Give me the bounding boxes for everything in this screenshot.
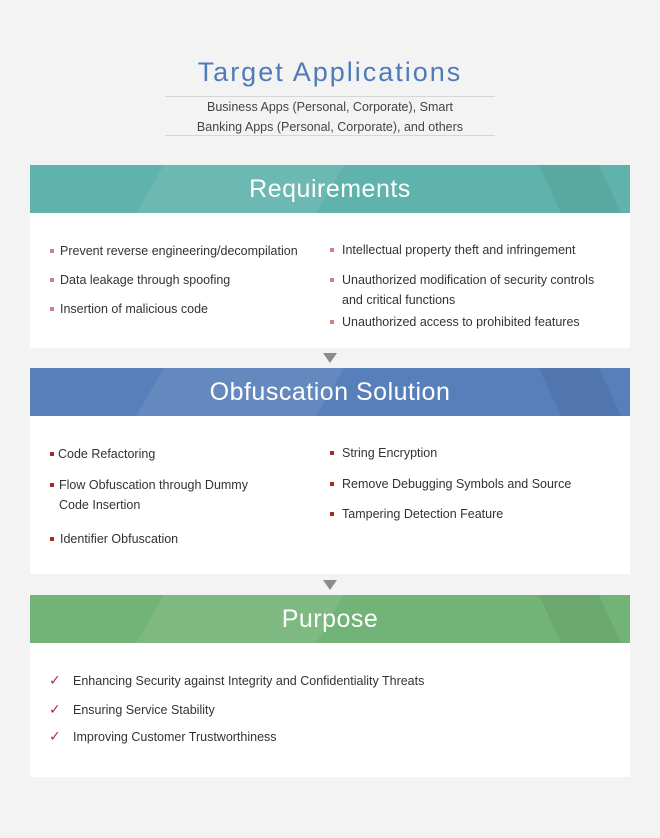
obfuscation-solution-panel: [30, 416, 630, 574]
square-bullet-icon: [50, 249, 54, 253]
square-bullet-icon: [330, 278, 334, 282]
requirement-item-continuation: and critical functions: [342, 293, 456, 307]
purpose-item: Ensuring Service Stability: [73, 703, 215, 717]
checkmark-icon: ✓: [49, 728, 61, 744]
checkmark-icon: ✓: [49, 701, 61, 717]
solution-item: String Encryption: [342, 446, 438, 460]
purpose-section: [30, 595, 630, 777]
header-decoration: [539, 595, 621, 643]
purpose-header: [30, 595, 630, 643]
obfuscation-solution-header: [30, 368, 630, 416]
requirement-item: Unauthorized modification of security controls: [342, 273, 595, 287]
target-applications-description: [165, 96, 495, 136]
header-decoration: [539, 165, 621, 213]
down-triangle-icon: [323, 353, 337, 363]
square-bullet-icon: [330, 512, 334, 516]
purpose-panel: [30, 643, 630, 777]
solution-item-continuation: Code Insertion: [59, 498, 141, 512]
requirement-item: Insertion of malicious code: [60, 302, 208, 316]
page-title: Target Applications: [197, 57, 463, 87]
checkmark-icon: ✓: [49, 672, 61, 688]
requirement-item: Prevent reverse engineering/decompilation: [60, 244, 298, 258]
obfuscation-solution-section: [30, 368, 630, 574]
square-bullet-icon: [50, 452, 54, 456]
subtitle-line-1: Business Apps (Personal, Corporate), Smart: [207, 100, 453, 114]
square-bullet-icon: [50, 483, 54, 487]
square-bullet-icon: [50, 537, 54, 541]
requirements-panel: [30, 213, 630, 348]
requirements-section: [30, 165, 630, 348]
solution-item: Flow Obfuscation through Dummy: [59, 478, 248, 492]
square-bullet-icon: [330, 320, 334, 324]
purpose-title: Purpose: [281, 605, 379, 633]
purpose-item: Improving Customer Trustworthiness: [73, 730, 277, 744]
requirements-header: [30, 165, 630, 213]
header-decoration: [539, 368, 621, 416]
square-bullet-icon: [330, 482, 334, 486]
purpose-item: Enhancing Security against Integrity and Confidentiality Threats: [73, 674, 425, 688]
obfuscation-solution-title: Obfuscation Solution: [209, 378, 451, 406]
solution-item: Code Refactoring: [58, 447, 156, 461]
requirements-title: Requirements: [249, 175, 411, 203]
subtitle-line-2: Banking Apps (Personal, Corporate), and others: [196, 120, 464, 134]
square-bullet-icon: [330, 451, 334, 455]
square-bullet-icon: [50, 307, 54, 311]
requirement-item: Intellectual property theft and infringement: [342, 243, 576, 257]
square-bullet-icon: [50, 278, 54, 282]
square-bullet-icon: [330, 248, 334, 252]
requirement-item: Data leakage through spoofing: [60, 273, 231, 287]
solution-item: Tampering Detection Feature: [342, 507, 504, 521]
solution-item: Remove Debugging Symbols and Source: [342, 477, 572, 491]
requirement-item: Unauthorized access to prohibited features: [342, 315, 580, 329]
down-triangle-icon: [323, 580, 337, 590]
solution-item: Identifier Obfuscation: [60, 532, 179, 546]
